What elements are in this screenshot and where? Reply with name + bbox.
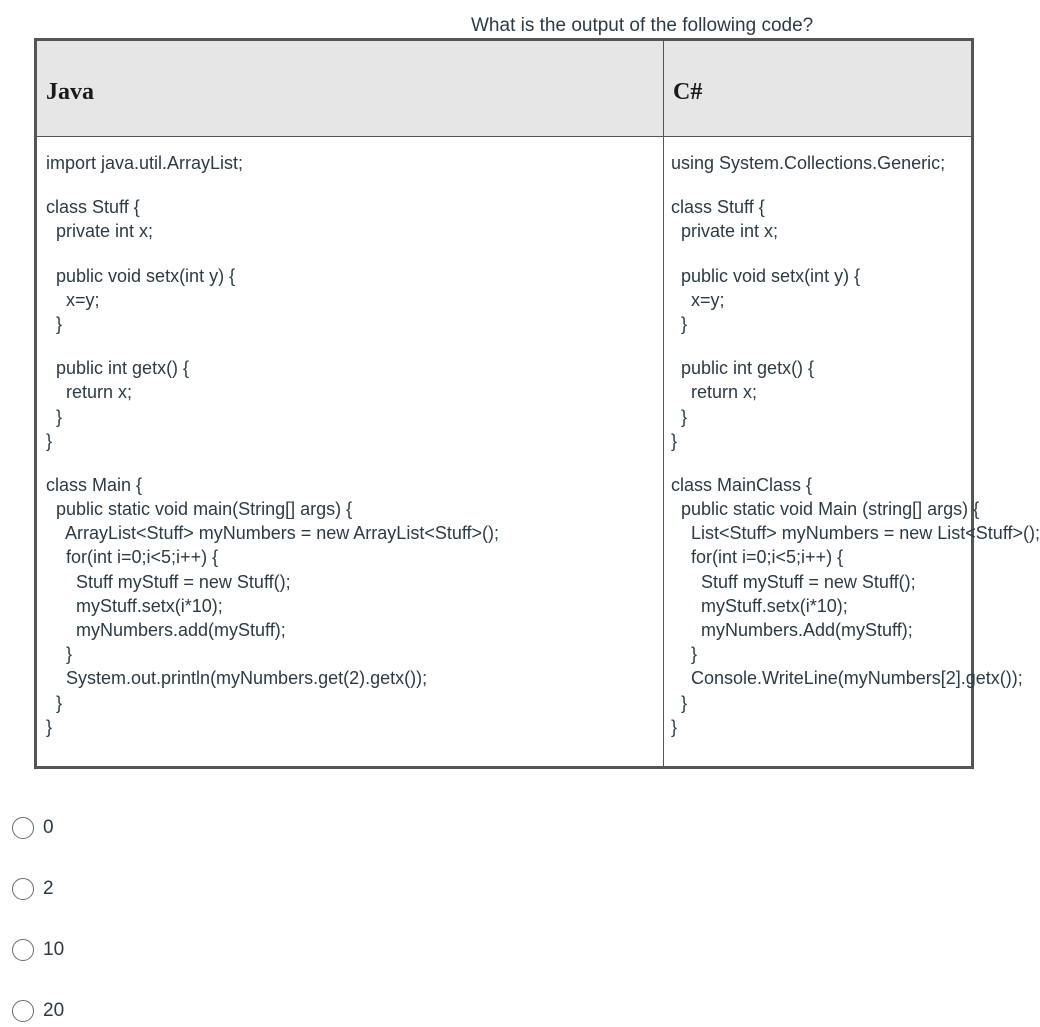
answer-option-2[interactable] — [12, 934, 64, 966]
csharp-code-line: } — [671, 430, 678, 451]
java-code-line: System.out.println(myNumbers.get(2).getx()); — [46, 668, 428, 689]
csharp-code-line: using System.Collections.Generic; — [671, 153, 946, 173]
java-code-line: } — [46, 692, 63, 713]
java-code-line: public static void main(String[] args) { — [46, 499, 353, 520]
csharp-code-line: x=y; — [671, 289, 725, 310]
csharp-code-line: List<Stuff> myNumbers = new List<Stuff>(); — [671, 523, 1040, 544]
java-code-line: return x; — [46, 382, 133, 403]
java-code-line — [46, 336, 656, 356]
radio-button[interactable] — [12, 939, 34, 961]
java-code-line: Stuff myStuff = new Stuff(); — [46, 571, 291, 592]
java-code-line: } — [46, 430, 53, 451]
java-code-line — [46, 175, 656, 195]
csharp-code-line — [671, 453, 971, 473]
table-header-row — [37, 41, 971, 137]
java-code-line: ArrayList<Stuff> myNumbers = new ArrayList<Stuff>(); — [46, 523, 500, 544]
csharp-code-line: class Stuff { — [671, 197, 765, 218]
radio-button[interactable] — [12, 817, 34, 839]
csharp-code-line: private int x; — [671, 221, 779, 242]
header-java: Java — [46, 79, 94, 105]
csharp-code-line: } — [671, 644, 698, 665]
java-code-line: class Main { — [46, 474, 143, 495]
csharp-code-line: for(int i=0;i<5;i++) { — [671, 547, 844, 568]
answer-label: 2 — [43, 878, 54, 899]
csharp-code-line: Stuff myStuff = new Stuff(); — [671, 571, 916, 592]
java-code-line: for(int i=0;i<5;i++) { — [46, 547, 219, 568]
java-code-line: } — [46, 716, 53, 737]
answer-option-3[interactable] — [12, 995, 64, 1027]
java-code-line: myStuff.setx(i*10); — [46, 595, 223, 616]
csharp-code-line: public int getx() { — [671, 358, 815, 379]
radio-button[interactable] — [12, 1000, 34, 1022]
header-csharp: C# — [673, 79, 703, 105]
java-code-block — [46, 151, 656, 739]
answer-label: 0 — [43, 817, 54, 838]
java-code-line: myNumbers.add(myStuff); — [46, 620, 286, 640]
java-code-line — [46, 453, 656, 473]
java-code-line: } — [46, 406, 63, 427]
csharp-code-line: public static void Main (string[] args) { — [671, 499, 980, 520]
answer-label: 20 — [43, 1000, 65, 1021]
csharp-code-line: myNumbers.Add(myStuff); — [671, 620, 913, 640]
csharp-code-line — [671, 244, 971, 264]
code-comparison-table — [34, 38, 1040, 769]
csharp-code-line: Console.WriteLine(myNumbers[2].getx()); — [671, 668, 1023, 689]
csharp-code-line: } — [671, 716, 678, 737]
java-code-line: } — [46, 313, 63, 334]
column-divider — [663, 41, 664, 766]
question-title: What is the output of the following code? — [471, 15, 814, 36]
csharp-code-line: } — [671, 692, 688, 713]
java-code-line — [46, 244, 656, 264]
csharp-code-line: } — [671, 313, 688, 334]
csharp-code-block — [671, 151, 1040, 739]
java-code-line: class Stuff { — [46, 197, 140, 218]
radio-button[interactable] — [12, 878, 34, 900]
csharp-code-line: myStuff.setx(i*10); — [671, 595, 848, 616]
answer-option-1[interactable] — [12, 873, 54, 905]
java-code-line: private int x; — [46, 221, 154, 242]
java-code-line: public int getx() { — [46, 358, 190, 379]
csharp-code-line: public void setx(int y) { — [671, 265, 861, 286]
java-code-line: public void setx(int y) { — [46, 265, 236, 286]
csharp-code-line — [671, 175, 971, 195]
java-code-line: } — [46, 644, 73, 665]
csharp-code-line: } — [671, 406, 688, 427]
csharp-code-line — [671, 336, 971, 356]
answer-label: 10 — [43, 939, 65, 960]
csharp-code-line: class MainClass { — [671, 474, 813, 495]
answer-option-0[interactable] — [12, 812, 54, 844]
java-code-line: import java.util.ArrayList; — [46, 153, 244, 173]
csharp-code-line: return x; — [671, 382, 758, 403]
java-code-line: x=y; — [46, 289, 100, 310]
